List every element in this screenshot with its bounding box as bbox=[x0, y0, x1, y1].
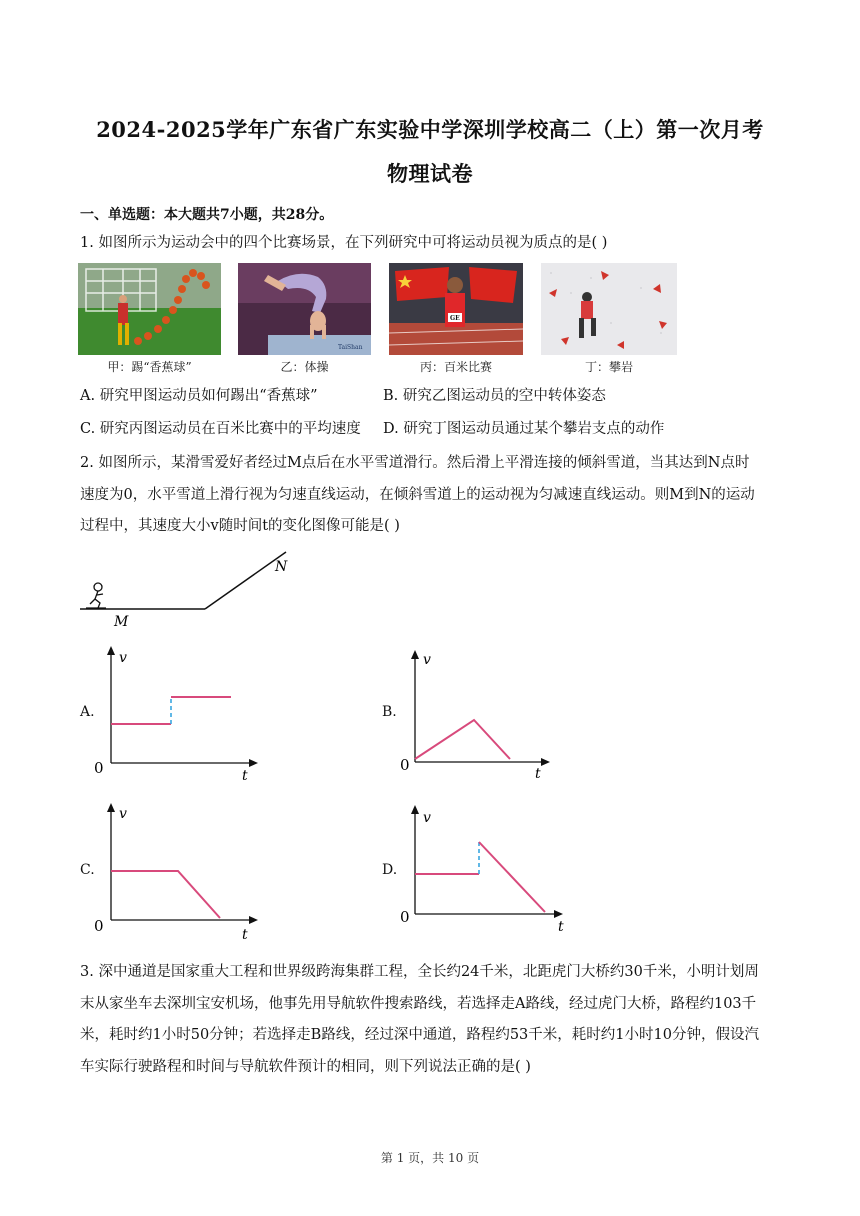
q1-option-c: C. 研究丙图运动员在百米比赛中的平均速度 bbox=[80, 421, 361, 437]
q3-line1: 3. 深中通道是国家重大工程和世界级跨海集群工程，全长约24千米，北距虎门大桥约30千米，小明计划周 bbox=[80, 964, 759, 980]
graph-c-origin: 0 bbox=[94, 917, 104, 935]
graph-a bbox=[90, 642, 270, 782]
skier-icon bbox=[86, 583, 106, 608]
graph-b-label: B. bbox=[382, 704, 397, 720]
q1-option-d: D. 研究丁图运动员通过某个攀岩支点的动作 bbox=[383, 421, 665, 437]
section-heading: 一、单选题：本大题共7小题，共28分。 bbox=[80, 207, 334, 223]
photo-sprint bbox=[389, 263, 523, 355]
q3-line3: 米，耗时约1小时50分钟；若选择走B路线，经过深中通道，路程约53千米，耗时约1小时10分钟，假设汽 bbox=[80, 1027, 759, 1043]
graph-b-t-arrow bbox=[541, 758, 550, 766]
graph-d-t-arrow bbox=[554, 910, 563, 918]
caption-sprint: 丙：百米比赛 bbox=[419, 360, 492, 374]
q2-line1: 2. 如图所示，某滑雪爱好者经过M点后在水平雪道滑行。然后滑上平滑连接的倾斜雪道，当其达到N点时 bbox=[80, 455, 750, 471]
q1-option-a: A. 研究甲图运动员如何踢出“香蕉球” bbox=[80, 388, 318, 404]
caption-soccer: 甲：踢“香蕉球” bbox=[107, 360, 192, 374]
graph-d-segment-2 bbox=[479, 842, 545, 912]
gymnast-board-text: TaiShan bbox=[338, 344, 363, 351]
photo-climbing bbox=[541, 263, 677, 355]
graph-b-v-arrow bbox=[411, 650, 419, 659]
exam-title-line2: 物理试卷 bbox=[387, 161, 473, 186]
graph-a-t-label: t bbox=[242, 768, 248, 782]
graph-d-label: D. bbox=[382, 862, 398, 878]
caption-gymnastics: 乙：体操 bbox=[280, 360, 329, 374]
graph-a-label: A. bbox=[80, 704, 95, 720]
q1-stem: 1. 如图所示为运动会中的四个比赛场景，在下列研究中可将运动员视为质点的是( ) bbox=[80, 235, 608, 251]
page-footer: 第 1 页，共 10 页 bbox=[380, 1151, 480, 1165]
graph-d-v-arrow bbox=[411, 805, 419, 814]
q2-line3: 过程中，其速度大小v随时间t的变化图像可能是( ) bbox=[80, 518, 400, 534]
graph-b-v-label: v bbox=[423, 652, 431, 668]
graph-c-t-arrow bbox=[249, 916, 258, 924]
graph-a-origin: 0 bbox=[94, 759, 104, 777]
q3-line2: 末从家坐车去深圳宝安机场，他事先用导航软件搜索路线，若选择走A路线，经过虎门大桥，路程约103千 bbox=[80, 995, 757, 1012]
point-m-label: M bbox=[114, 614, 129, 630]
graph-c-t-label: t bbox=[242, 927, 248, 943]
graph-b-t-label: t bbox=[535, 766, 541, 782]
graph-c-v-arrow bbox=[107, 803, 115, 812]
q2-line2: 速度为0，水平雪道上滑行视为匀速直线运动，在倾斜雪道上的运动视为匀减速直线运动。则M到N的运动 bbox=[80, 486, 755, 503]
graph-b-line bbox=[415, 720, 510, 759]
graph-a-t-arrow bbox=[249, 759, 258, 767]
graph-c-line bbox=[111, 871, 220, 918]
caption-climbing: 丁：攀岩 bbox=[584, 360, 633, 374]
graph-b bbox=[395, 645, 565, 785]
q1-option-b: B. 研究乙图运动员的空中转体姿态 bbox=[383, 388, 606, 404]
graph-d-origin: 0 bbox=[400, 908, 410, 926]
q3-stem bbox=[80, 957, 785, 1083]
graph-c-label: C. bbox=[80, 862, 95, 878]
point-n-label: N bbox=[275, 559, 288, 575]
graph-a-v-arrow bbox=[107, 646, 115, 655]
photo-gymnastics bbox=[238, 263, 371, 355]
sprinter-bib: GE bbox=[450, 315, 460, 322]
graph-d-v-label: v bbox=[423, 810, 431, 826]
exam-title-line1: 2024-2025学年广东省广东实验中学深圳学校高二（上）第一次月考 bbox=[96, 117, 764, 142]
graph-c bbox=[90, 798, 270, 943]
q2-stem bbox=[80, 448, 785, 543]
graph-b-origin: 0 bbox=[400, 756, 410, 774]
graph-a-v-label: v bbox=[119, 650, 127, 666]
graph-d bbox=[395, 800, 575, 940]
graph-c-v-label: v bbox=[119, 806, 127, 822]
graph-d-t-label: t bbox=[558, 919, 564, 935]
photo-soccer bbox=[78, 263, 221, 355]
ski-slope-figure bbox=[78, 548, 298, 633]
q3-line4: 车实际行驶路程和时间与导航软件预计的相同，则下列说法正确的是( ) bbox=[80, 1058, 531, 1075]
